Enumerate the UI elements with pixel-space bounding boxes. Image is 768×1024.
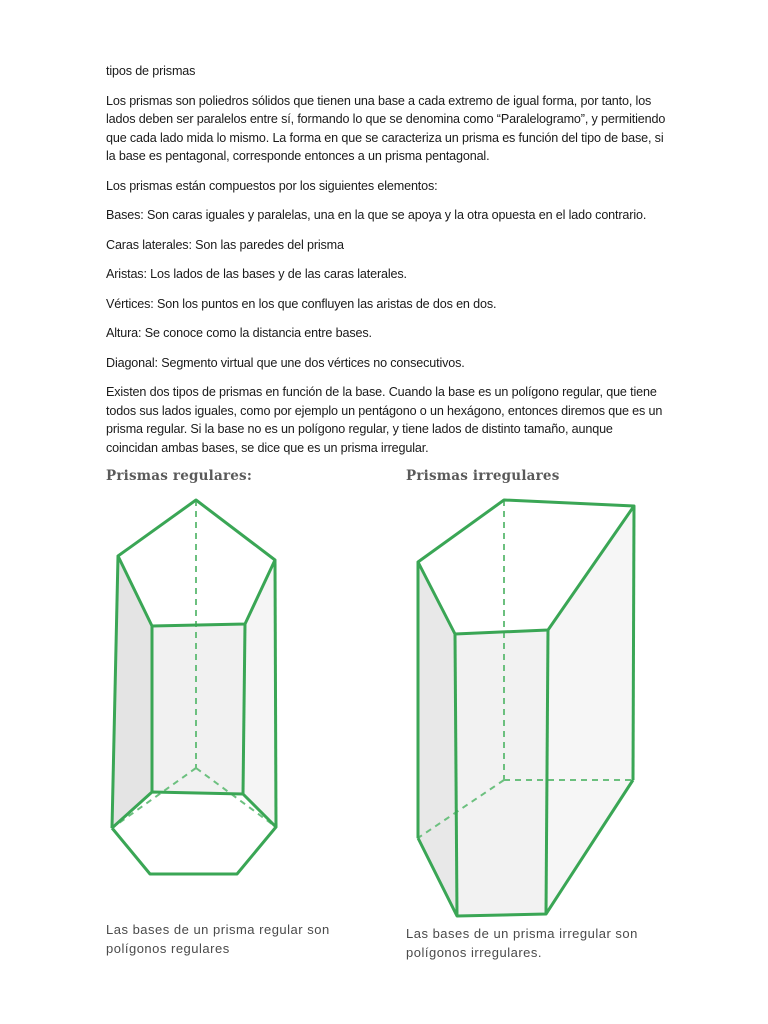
regular-prism-right-face	[243, 560, 276, 827]
irregular-prism-left-face	[418, 562, 457, 916]
regular-prism-edge	[275, 560, 276, 827]
document-body	[106, 62, 666, 468]
regular-prism-edge	[243, 624, 245, 794]
document-title: tipos de prismas	[106, 64, 196, 78]
intro-paragraph: Los prismas son poliedros sólidos que tienen una base a cada extremo de igual forma, por tanto, los lados deben ser paralelos entre sí, formando lo que se denomina como “Paralelogramo”, y permitiendo que cada lado mida lo mismo. La forma en que se caracteriza un prisma es función del tipo de base, si la base es pentagonal, corresponde entonces a un prisma pentagonal.	[106, 93, 666, 163]
element-aristas: Aristas: Los lados de las bases y de las caras laterales.	[106, 267, 407, 281]
irregular-prism-caption: Las bases de un prisma irregular son polígonos irregulares.	[406, 926, 638, 960]
types-paragraph: Existen dos tipos de prismas en función de la base. Cuando la base es un polígono regular, que tiene todos sus lados iguales, como por ejemplo un pentágono o un hexágono, entonces diremos que es un prisma regular. Si la base no es un polígono regular, y tiene lados de distinto tamaño, aunque coincidan ambas bases, se dice que es un prisma irregular.	[106, 385, 663, 455]
elements-intro: Los prismas están compuestos por los siguientes elementos:	[106, 178, 438, 193]
element-diagonal: Diagonal: Segmento virtual que une dos vértices no consecutivos.	[106, 355, 465, 370]
irregular-prism-front-face	[455, 630, 548, 916]
regular-prisms-heading: Prismas regulares:	[106, 468, 253, 484]
irregular-prism-edge	[455, 634, 457, 916]
irregular-prism-figure	[405, 490, 645, 920]
regular-prism-caption: Las bases de un prisma regular son polígonos regulares	[106, 922, 330, 956]
irregular-prism-edge	[546, 630, 548, 914]
regular-prism-top-base	[118, 500, 275, 626]
element-altura: Altura: Se conoce como la distancia entre bases.	[106, 326, 372, 340]
regular-prism-bottom-base	[112, 792, 276, 874]
regular-prism-front-face	[152, 624, 245, 794]
irregular-prisms-heading: Prismas irregulares	[406, 468, 560, 484]
regular-prism-figure	[100, 490, 300, 880]
element-bases: Bases: Son caras iguales y paralelas, una en la que se apoya y la otra opuesta en el lado contrario.	[106, 208, 647, 222]
element-vertices: Vértices: Son los puntos en los que confluyen las aristas de dos en dos.	[106, 296, 497, 311]
irregular-prism-edge	[633, 506, 634, 780]
element-caras-laterales: Caras laterales: Son las paredes del prisma	[106, 237, 344, 252]
